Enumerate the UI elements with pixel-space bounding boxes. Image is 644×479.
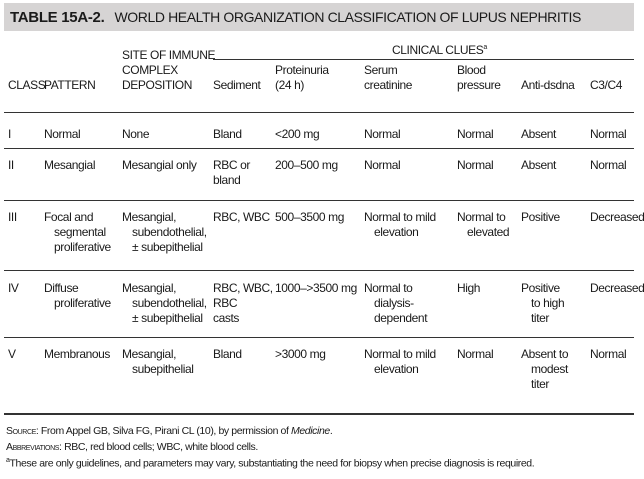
serum-creatinine-header: creatinine (364, 78, 413, 92)
row-II-bp: Normal (457, 158, 494, 172)
row-V-proteinuria: >3000 mg (275, 347, 326, 361)
row-V-antidsdna: modest (531, 362, 568, 376)
row-I-site: None (122, 127, 150, 141)
row-V-serum: elevation (374, 362, 419, 376)
row-II-antidsdna: Absent (521, 158, 556, 172)
row-IV-pattern: Diffuse (44, 281, 79, 295)
footnote (6, 457, 534, 470)
row-I-sediment: Bland (213, 127, 242, 141)
row-V-site: Mesangial, (122, 347, 177, 361)
row-IV-proteinuria: 1000–>3500 mg (275, 281, 357, 295)
row-IV-serum: Normal to (364, 281, 413, 295)
serum-creatinine-header: Serum (364, 63, 398, 77)
row-IV-bp: High (457, 281, 481, 295)
row-III-sediment: RBC, WBC (213, 210, 270, 224)
row-III-bp: Normal to (457, 210, 506, 224)
abbrev-text: RBC, red blood cells; WBC, white blood cells. (61, 441, 258, 453)
row-class-I: I (8, 127, 11, 141)
table-rule (4, 148, 634, 149)
proteinuria-header: (24 h) (275, 78, 304, 92)
abbrev-label: Abbreviations: (6, 441, 62, 453)
site-of-deposition-header: DEPOSITION (122, 78, 193, 92)
row-V-bp: Normal (457, 347, 494, 361)
row-III-site: ± subepithelial (132, 240, 203, 254)
clinical-clues-marker: a (483, 44, 487, 51)
row-III-serum: Normal to mild (364, 210, 436, 224)
pattern-header: PATTERN (44, 78, 96, 92)
row-II-proteinuria: 200–500 mg (275, 158, 338, 172)
row-I-serum: Normal (364, 127, 401, 141)
row-II-sediment: RBC or (213, 158, 250, 172)
row-III-site: Mesangial, (122, 210, 177, 224)
row-III-antidsdna: Positive (521, 210, 560, 224)
row-II-serum: Normal (364, 158, 401, 172)
row-class-III: III (8, 210, 17, 224)
row-IV-antidsdna: titer (531, 311, 550, 325)
row-class-IV: IV (8, 281, 19, 295)
row-I-bp: Normal (457, 127, 494, 141)
row-IV-serum: dependent (374, 311, 428, 325)
class-header: CLASS (8, 78, 46, 92)
row-IV-site: Mesangial, (122, 281, 177, 295)
table-rule (213, 59, 634, 60)
source-label: Source: (6, 425, 39, 437)
row-IV-antidsdna: to high (531, 296, 565, 310)
row-V-antidsdna: titer (531, 377, 550, 391)
row-V-serum: Normal to mild (364, 347, 436, 361)
table-title-bar (4, 3, 634, 31)
sediment-header: Sediment (213, 78, 261, 92)
c3-c4-header: C3/C4 (590, 78, 623, 92)
source-text: From Appel GB, Silva FG, Pirani CL (10), by permission of (38, 425, 292, 437)
row-IV-sediment: casts (213, 311, 240, 325)
row-I-proteinuria: <200 mg (275, 127, 320, 141)
table-label: TABLE 15A-2. (10, 8, 105, 26)
table-rule (4, 112, 634, 113)
row-IV-c3c4: Decreased (590, 281, 644, 295)
row-II-c3c4: Normal (590, 158, 627, 172)
row-I-antidsdna: Absent (521, 127, 556, 141)
blood-pressure-header: Blood (457, 63, 486, 77)
source-note: Source: From Appel GB, Silva FG, Pirani CL (10), by permission of Medicine. (6, 425, 333, 437)
row-class-V: V (8, 347, 16, 361)
site-of-deposition-header: COMPLEX (122, 63, 178, 77)
row-III-pattern: proliferative (54, 240, 111, 254)
row-V-sediment: Bland (213, 347, 242, 361)
row-IV-serum: dialysis- (374, 296, 414, 310)
row-IV-pattern: proliferative (54, 296, 111, 310)
proteinuria-header: Proteinuria (275, 63, 329, 77)
footnote-text: These are only guidelines, and parameters may vary, substantiating the need for biopsy when precise diagnosis is required. (9, 457, 535, 470)
row-V-antidsdna: Absent to (521, 347, 569, 361)
clinical-clues-label: CLINICAL CLUES (392, 43, 484, 57)
row-III-pattern: Focal and (44, 210, 94, 224)
table-rule (4, 337, 634, 338)
table-title: WORLD HEALTH ORGANIZATION CLASSIFICATION OF LUPUS NEPHRITIS (114, 9, 581, 25)
clinical-clues-header (392, 40, 487, 58)
table-rule (4, 200, 634, 201)
row-V-pattern: Membranous (44, 347, 111, 361)
row-II-sediment: bland (213, 173, 241, 187)
row-IV-sediment: RBC (213, 296, 238, 310)
row-I-c3c4: Normal (590, 127, 627, 141)
row-III-c3c4: Decreased (590, 210, 644, 224)
row-II-site: Mesangial only (122, 158, 197, 172)
row-V-site: subepithelial (132, 362, 194, 376)
table-rule (4, 270, 634, 271)
row-I-pattern: Normal (44, 127, 81, 141)
blood-pressure-header: pressure (457, 78, 501, 92)
row-III-bp: elevated (467, 225, 510, 239)
source-journal: Medicine (291, 425, 330, 437)
table-rule (4, 413, 634, 415)
row-II-pattern: Mesangial (44, 158, 96, 172)
abbreviations-note (6, 441, 258, 453)
row-IV-site: ± subepithelial (132, 311, 203, 325)
row-IV-sediment: RBC, WBC, (213, 281, 273, 295)
row-class-II: II (8, 158, 14, 172)
row-III-serum: elevation (374, 225, 419, 239)
footnote-marker: a (6, 457, 10, 464)
row-IV-site: subendothelial, (132, 296, 207, 310)
anti-dsdna-header: Anti-dsdna (521, 78, 575, 92)
site-of-deposition-header: SITE OF IMMUNE (122, 48, 216, 62)
row-III-proteinuria: 500–3500 mg (275, 210, 344, 224)
row-IV-antidsdna: Positive (521, 281, 560, 295)
row-V-c3c4: Normal (590, 347, 627, 361)
row-III-site: subendothelial, (132, 225, 207, 239)
row-III-pattern: segmental (54, 225, 106, 239)
